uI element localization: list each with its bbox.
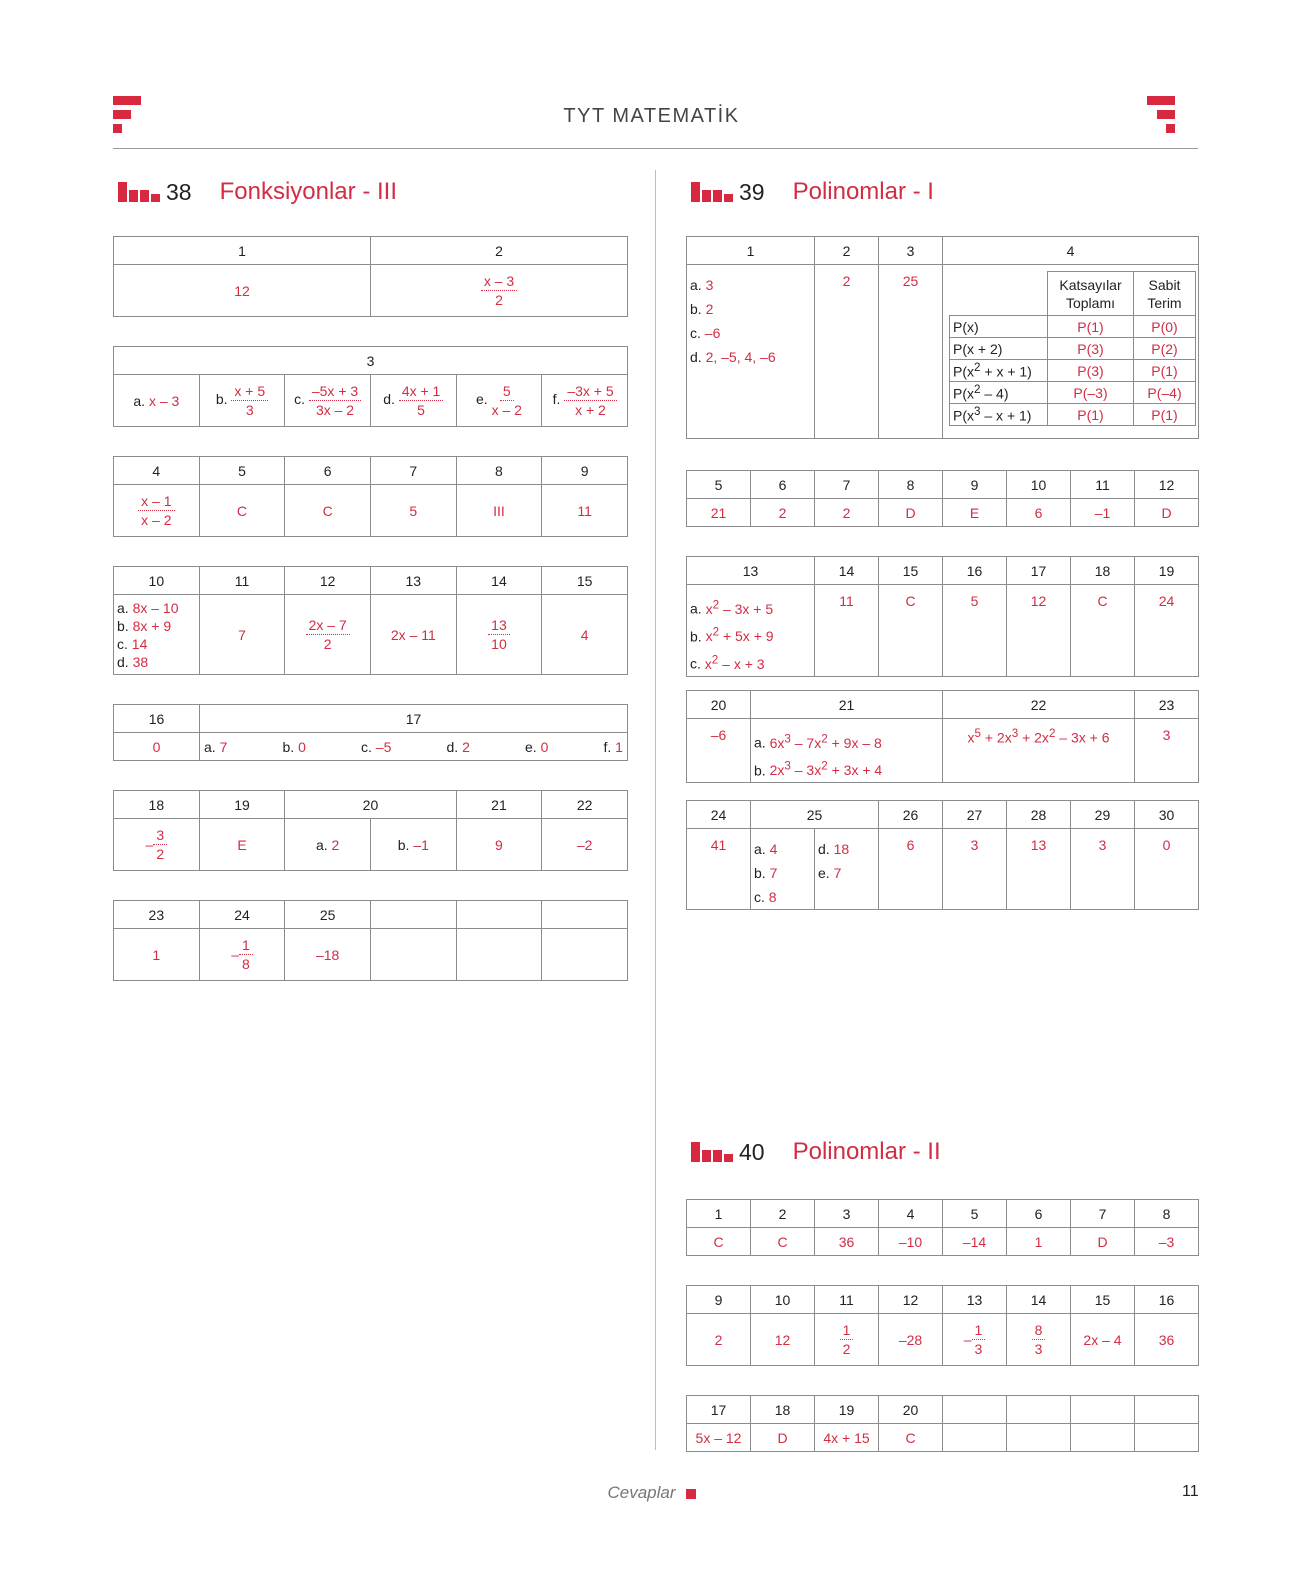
question-number: 14 bbox=[815, 557, 879, 585]
answers-40-table-9 bbox=[686, 1285, 1199, 1366]
question-number: 4 bbox=[879, 1200, 943, 1228]
answer-fraction: – $\frac{1}{3}$ bbox=[943, 1314, 1007, 1366]
question-number: 15 bbox=[1071, 1286, 1135, 1314]
question-number: 18 bbox=[1071, 557, 1135, 585]
question-number: 19 bbox=[815, 1396, 879, 1424]
answer: 41 bbox=[687, 829, 751, 910]
answer: –2 bbox=[542, 819, 628, 871]
question-number: 20 bbox=[285, 791, 456, 819]
answer: C bbox=[285, 485, 371, 537]
answer-list: a. $6x^3 - 7x^2 + 9x - 8$ b. $2x^3 - 3x^2 + 3x + 4$ bbox=[751, 719, 943, 783]
faz-logo-icon bbox=[691, 182, 733, 202]
answer: P(–3) bbox=[1048, 382, 1134, 404]
answer: P(1) bbox=[1048, 404, 1134, 426]
question-number: 15 bbox=[879, 557, 943, 585]
question-number: 10 bbox=[751, 1286, 815, 1314]
question-number: 1 bbox=[114, 237, 371, 265]
answer-list: a. 3 b. 2 c. –6 d. 2, –5, 4, –6 bbox=[687, 265, 815, 439]
polynomial: $P(x^3 - x + 1)$ bbox=[950, 404, 1048, 426]
answers-39-table-5 bbox=[686, 470, 1199, 527]
question-number: 27 bbox=[943, 801, 1007, 829]
question-number: 24 bbox=[199, 901, 285, 929]
answers-38-table-3 bbox=[113, 346, 628, 427]
answer: 2 bbox=[815, 265, 879, 439]
question-number: 23 bbox=[1135, 691, 1199, 719]
answer: C bbox=[879, 1424, 943, 1452]
answer: –6 bbox=[687, 719, 751, 783]
question-number: 13 bbox=[943, 1286, 1007, 1314]
answer: P(1) bbox=[1048, 316, 1134, 338]
section-number: 40 bbox=[739, 1138, 765, 1165]
answer-part: c. $\frac{-5x + 3}{3x - 2}$ bbox=[285, 375, 371, 427]
answer: 11 bbox=[815, 585, 879, 677]
question-number: 19 bbox=[1135, 557, 1199, 585]
section-title: Polinomlar - I bbox=[792, 178, 934, 205]
answers-40-table-1 bbox=[686, 1199, 1199, 1256]
answer: 6 bbox=[1007, 499, 1071, 527]
answer-fraction: $\frac{8}{3}$ bbox=[1007, 1314, 1071, 1366]
question-number: 17 bbox=[1007, 557, 1071, 585]
answer-row: a. 7 b. 0 c. –5 d. 2 e. 0 f. 1 bbox=[200, 733, 628, 761]
question-number: 16 bbox=[943, 557, 1007, 585]
answers-39-table-1 bbox=[686, 236, 1199, 439]
answer: –18 bbox=[285, 929, 371, 981]
question-number: 6 bbox=[751, 471, 815, 499]
answers-39-table-20 bbox=[686, 690, 1199, 783]
question-number: 12 bbox=[1135, 471, 1199, 499]
question-number: 7 bbox=[370, 457, 456, 485]
question-number: 12 bbox=[285, 567, 371, 595]
question-number: 2 bbox=[371, 237, 628, 265]
answer-part: a. 2 bbox=[285, 819, 371, 871]
question-number: 11 bbox=[199, 567, 285, 595]
footer-label: Cevaplar bbox=[0, 1483, 1303, 1503]
question-number: 13 bbox=[687, 557, 815, 585]
question-number: 2 bbox=[751, 1200, 815, 1228]
faz-logo-icon bbox=[118, 182, 160, 202]
answer: –14 bbox=[943, 1228, 1007, 1256]
answer: $x^5 + 2x^3 + 2x^2 - 3x + 6$ bbox=[943, 719, 1135, 783]
footer-square-icon bbox=[686, 1489, 696, 1499]
empty-cell bbox=[1007, 1424, 1071, 1452]
question-number: 26 bbox=[879, 801, 943, 829]
question-number: 8 bbox=[879, 471, 943, 499]
answer: 12 bbox=[751, 1314, 815, 1366]
page-header-title: TYT MATEMATİK bbox=[563, 105, 740, 127]
answer: P(0) bbox=[1134, 316, 1196, 338]
question-number: 5 bbox=[687, 471, 751, 499]
answer-part: b. –1 bbox=[370, 819, 456, 871]
answers-39-table-24 bbox=[686, 800, 1199, 910]
answer: 1 bbox=[1007, 1228, 1071, 1256]
answer-part: f. $\frac{-3x + 5}{x + 2}$ bbox=[542, 375, 628, 427]
empty-cell bbox=[943, 1424, 1007, 1452]
answer: 6 bbox=[879, 829, 943, 910]
polynomial: $P(x^2 - 4)$ bbox=[950, 382, 1048, 404]
answer: C bbox=[687, 1228, 751, 1256]
answers-39-table-13 bbox=[686, 556, 1199, 677]
section-title: Fonksiyonlar - III bbox=[219, 178, 397, 205]
answer: E bbox=[943, 499, 1007, 527]
answer: C bbox=[1071, 585, 1135, 677]
question-number: 22 bbox=[542, 791, 628, 819]
answer: 3 bbox=[943, 829, 1007, 910]
answer: P(3) bbox=[1048, 360, 1134, 382]
answer-fraction: $\frac{x - 3}{2}$ bbox=[371, 265, 628, 317]
question-number: 16 bbox=[114, 705, 200, 733]
answers-38-table-4 bbox=[113, 456, 628, 537]
answer-subtable-cell bbox=[943, 265, 1199, 439]
answer: 11 bbox=[542, 485, 628, 537]
column-divider bbox=[655, 170, 656, 1450]
answer: 5 bbox=[943, 585, 1007, 677]
answer: 3 bbox=[1070, 829, 1134, 910]
answer: P(2) bbox=[1134, 338, 1196, 360]
polynomial: P(x) bbox=[950, 316, 1048, 338]
empty-cell bbox=[1007, 1396, 1071, 1424]
question-number: 25 bbox=[751, 801, 879, 829]
question-number: 18 bbox=[751, 1396, 815, 1424]
question-number: 16 bbox=[1135, 1286, 1199, 1314]
question-number: 12 bbox=[879, 1286, 943, 1314]
question-number: 1 bbox=[687, 237, 815, 265]
answer-fraction: $\frac{2x - 7}{2}$ bbox=[285, 595, 371, 675]
question-number: 2 bbox=[815, 237, 879, 265]
question-number: 3 bbox=[815, 1200, 879, 1228]
subtable-header: Sabit Terim bbox=[1134, 272, 1196, 316]
page-number: 11 bbox=[1182, 1483, 1199, 1500]
question-number: 13 bbox=[370, 567, 456, 595]
answer: 2x – 11 bbox=[370, 595, 456, 675]
question-number: 25 bbox=[285, 901, 371, 929]
answer: 4x + 15 bbox=[815, 1424, 879, 1452]
answer-list: a. 4 b. 7 c. 8 bbox=[751, 829, 815, 910]
empty-cell bbox=[1135, 1424, 1199, 1452]
section-number: 39 bbox=[739, 178, 765, 205]
answer: E bbox=[199, 819, 285, 871]
answer: D bbox=[1135, 499, 1199, 527]
answer-list: a. 8x – 10 b. 8x + 9 c. 14 d. 38 bbox=[114, 595, 200, 675]
question-number: 24 bbox=[687, 801, 751, 829]
answer: III bbox=[456, 485, 542, 537]
answer: 2 bbox=[815, 499, 879, 527]
question-number: 3 bbox=[114, 347, 628, 375]
question-number: 10 bbox=[114, 567, 200, 595]
question-number: 11 bbox=[1071, 471, 1135, 499]
section-39-heading bbox=[691, 175, 934, 209]
answers-40-table-17 bbox=[686, 1395, 1199, 1452]
answer-part: b. $\frac{x + 5}{3}$ bbox=[199, 375, 285, 427]
question-number: 4 bbox=[114, 457, 200, 485]
answer: 7 bbox=[199, 595, 285, 675]
question-number: 4 bbox=[943, 237, 1199, 265]
answer: 13 bbox=[1006, 829, 1070, 910]
answer-part: d. $\frac{4x + 1}{5}$ bbox=[370, 375, 456, 427]
question-number: 29 bbox=[1070, 801, 1134, 829]
answer: 5 bbox=[370, 485, 456, 537]
answer: 2 bbox=[687, 1314, 751, 1366]
question-number: 6 bbox=[1007, 1200, 1071, 1228]
answer: 12 bbox=[1007, 585, 1071, 677]
question-number: 30 bbox=[1134, 801, 1198, 829]
answer: 1 bbox=[114, 929, 200, 981]
answer: P(–4) bbox=[1134, 382, 1196, 404]
question-number: 20 bbox=[687, 691, 751, 719]
question-number: 14 bbox=[1007, 1286, 1071, 1314]
answers-38-table-18 bbox=[113, 790, 628, 871]
question-number: 21 bbox=[751, 691, 943, 719]
answer: 2x – 4 bbox=[1071, 1314, 1135, 1366]
empty-cell bbox=[370, 901, 456, 929]
question-number: 9 bbox=[542, 457, 628, 485]
question-number: 5 bbox=[199, 457, 285, 485]
answer: 9 bbox=[456, 819, 542, 871]
question-number: 6 bbox=[285, 457, 371, 485]
answer: 3 bbox=[1135, 719, 1199, 783]
empty-cell bbox=[1135, 1396, 1199, 1424]
answer: –28 bbox=[879, 1314, 943, 1366]
answer: –1 bbox=[1071, 499, 1135, 527]
answer: 21 bbox=[687, 499, 751, 527]
question-number: 1 bbox=[687, 1200, 751, 1228]
section-40-heading bbox=[691, 1135, 941, 1169]
question-number: 7 bbox=[815, 471, 879, 499]
answer-part: e. $\frac{5}{x - 2}$ bbox=[456, 375, 542, 427]
answer: C bbox=[751, 1228, 815, 1256]
question-number: 5 bbox=[943, 1200, 1007, 1228]
answer: 0 bbox=[1134, 829, 1198, 910]
answer-fraction: – $\frac{1}{8}$ bbox=[199, 929, 285, 981]
question-number: 7 bbox=[1071, 1200, 1135, 1228]
answers-38-table-1 bbox=[113, 236, 628, 317]
answer: 2 bbox=[751, 499, 815, 527]
question-number: 8 bbox=[456, 457, 542, 485]
answer: 36 bbox=[815, 1228, 879, 1256]
question-number: 18 bbox=[114, 791, 200, 819]
answer: 36 bbox=[1135, 1314, 1199, 1366]
answers-38-table-23 bbox=[113, 900, 628, 981]
answer-part: a. x – 3 bbox=[114, 375, 200, 427]
faz-logo-icon bbox=[691, 1142, 733, 1162]
answer: –3 bbox=[1135, 1228, 1199, 1256]
answer: 12 bbox=[114, 265, 371, 317]
section-38-heading bbox=[118, 175, 397, 209]
answer-list: d. 18 e. 7 bbox=[815, 829, 879, 910]
answer: D bbox=[879, 499, 943, 527]
empty-cell bbox=[1071, 1424, 1135, 1452]
question-number: 9 bbox=[687, 1286, 751, 1314]
answer-list: a. $x^2 - 3x + 5$ b. $x^2 + 5x + 9$ c. $x^2 - x + 3$ bbox=[687, 585, 815, 677]
polynomial: $P(x^2 + x + 1)$ bbox=[950, 360, 1048, 382]
empty-cell bbox=[456, 901, 542, 929]
coefficient-subtable bbox=[949, 271, 1196, 426]
question-number: 20 bbox=[879, 1396, 943, 1424]
answer: D bbox=[751, 1424, 815, 1452]
subtable-header: Katsayılar Toplamı bbox=[1048, 272, 1134, 316]
answer: C bbox=[199, 485, 285, 537]
question-number: 17 bbox=[687, 1396, 751, 1424]
answer: P(1) bbox=[1134, 404, 1196, 426]
question-number: 23 bbox=[114, 901, 200, 929]
answer: 25 bbox=[879, 265, 943, 439]
empty-cell bbox=[1071, 1396, 1135, 1424]
header-divider bbox=[113, 148, 1198, 149]
question-number: 14 bbox=[456, 567, 542, 595]
question-number: 19 bbox=[199, 791, 285, 819]
empty-cell bbox=[456, 929, 542, 981]
question-number: 11 bbox=[815, 1286, 879, 1314]
answer: C bbox=[879, 585, 943, 677]
answer: 4 bbox=[542, 595, 628, 675]
answer: 24 bbox=[1135, 585, 1199, 677]
section-title: Polinomlar - II bbox=[792, 1138, 941, 1165]
question-number: 15 bbox=[542, 567, 628, 595]
answer: P(3) bbox=[1048, 338, 1134, 360]
answer: 0 bbox=[114, 733, 200, 761]
answer: –10 bbox=[879, 1228, 943, 1256]
question-number: 17 bbox=[200, 705, 628, 733]
section-number: 38 bbox=[166, 178, 192, 205]
answer: P(1) bbox=[1134, 360, 1196, 382]
empty-cell bbox=[370, 929, 456, 981]
empty-cell bbox=[542, 901, 628, 929]
answer: D bbox=[1071, 1228, 1135, 1256]
polynomial: P(x + 2) bbox=[950, 338, 1048, 360]
question-number: 3 bbox=[879, 237, 943, 265]
answer-fraction: $\frac{13}{10}$ bbox=[456, 595, 542, 675]
question-number: 9 bbox=[943, 471, 1007, 499]
answer-fraction: $\frac{1}{2}$ bbox=[815, 1314, 879, 1366]
question-number: 28 bbox=[1006, 801, 1070, 829]
question-number: 8 bbox=[1135, 1200, 1199, 1228]
answers-38-table-16 bbox=[113, 704, 628, 761]
empty-cell bbox=[542, 929, 628, 981]
question-number: 21 bbox=[456, 791, 542, 819]
answer-fraction: $\frac{x - 1}{x - 2}$ bbox=[114, 485, 200, 537]
answer: 5x – 12 bbox=[687, 1424, 751, 1452]
answers-38-table-10 bbox=[113, 566, 628, 675]
question-number: 10 bbox=[1007, 471, 1071, 499]
question-number: 22 bbox=[943, 691, 1135, 719]
answer-fraction: – $\frac{3}{2}$ bbox=[114, 819, 200, 871]
empty-cell bbox=[943, 1396, 1007, 1424]
